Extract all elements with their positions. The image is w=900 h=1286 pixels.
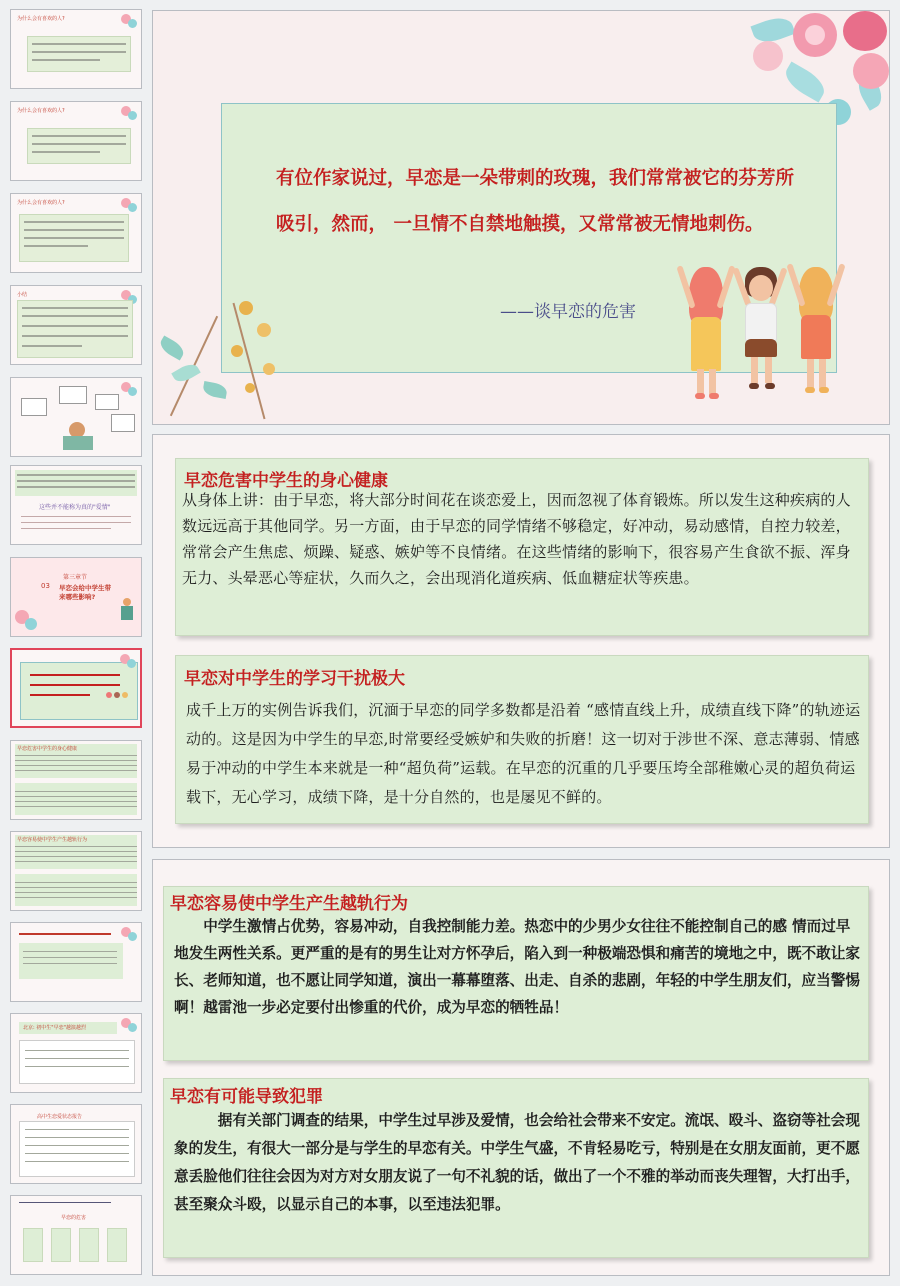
card-study <box>175 655 869 824</box>
flower-decoration-icon <box>116 652 138 670</box>
thumbnail-text-box <box>17 300 133 358</box>
thumbnail-chapter: 第三章节 <box>63 574 88 581</box>
card-title: 早恋有可能导致犯罪 <box>170 1087 323 1107</box>
slide-thumbnail-panel <box>0 0 150 1286</box>
card-title: 早恋容易使中学生产生越轨行为 <box>170 894 408 914</box>
thumbnail-title: 为什么会有喜欢的人? <box>17 200 65 206</box>
thumbnail-text-box <box>19 214 129 262</box>
thumbnail-title: 早恋的危害 <box>61 1215 87 1221</box>
slide-quote[interactable] <box>152 10 890 425</box>
thumbnail-title: 早恋危害中学生的身心健康 <box>17 746 78 752</box>
slide-thumbnail-9[interactable] <box>10 740 142 820</box>
slide-thumbnail-4[interactable] <box>10 285 142 365</box>
slide-thumbnail-13[interactable] <box>10 1104 142 1184</box>
thumbnail-title: 高中生恋爱状态报告 <box>37 1114 83 1120</box>
flower-decoration-icon <box>117 1016 139 1034</box>
card-body: 从身体上讲：由于早恋，将大部分时间花在谈恋爱上，因而忽视了体育锻炼。所以发生这种疾病的人数远远高于其他同学。另一方面，由于早恋的同学情绪不够稳定，好冲动，易动感情，自控力较差，常常会产生焦虑、烦躁、疑惑、嫉妒等不良情绪。在这些情绪的影响下，很容易产生食欲不振、浑身无力、头晕恶心等症状，久而久之，会出现消化道疾病、低血糖症状等疾患。 <box>182 491 851 587</box>
thumbnail-chapter-number: 03 <box>41 582 50 590</box>
slide-thumbnail-6[interactable] <box>10 465 142 545</box>
slide-thumbnail-8-active[interactable] <box>10 648 142 728</box>
flower-decoration-icon <box>13 606 43 636</box>
slide-thumbnail-1[interactable] <box>10 9 142 89</box>
card-body: 据有关部门调查的结果，中学生过早涉及爱情，也会给社会带来不安定。流氓、殴斗、盗窃等社会现象的发生，有很大一部分是与学生的早恋有关。中学生气盛，不肯轻易吃亏，特别是在女朋友面前，更不愿意丢脸他们往往会因为对方对女朋友说了一句不礼貌的话，做出了一个不雅的举动而丧失理智，大打出手，甚至聚众斗殴，以显示自己的本事，以至违法犯罪。 <box>174 1112 860 1213</box>
slide-thumbnail-11[interactable] <box>10 922 142 1002</box>
thumbnail-text-box <box>27 128 131 164</box>
flower-decoration-icon <box>117 12 139 30</box>
slide-thumbnail-7[interactable] <box>10 557 142 637</box>
card-title: 早恋对中学生的学习干扰极大 <box>184 669 405 689</box>
slide-behavior-and-crime[interactable] <box>152 859 890 1276</box>
flower-decoration-icon <box>117 104 139 122</box>
flower-decoration-icon <box>117 380 139 398</box>
slide-thumbnail-5[interactable] <box>10 377 142 457</box>
thumbnail-title: 北京: 初中生"早恋"越演越烈 <box>23 1025 86 1031</box>
slide-thumbnail-3[interactable] <box>10 193 142 273</box>
card-health <box>175 458 869 636</box>
quote-text: 有位作家说过，早恋是一朵带刺的玫瑰，我们常常被它的芬芳所吸引，然而， 一旦情不自禁地触摸，又常常被无情地刺伤。 <box>276 168 795 235</box>
flower-decoration-icon <box>117 196 139 214</box>
thumbnail-title: 早恋容易使中学生产生越轨行为 <box>17 837 88 843</box>
thumbnail-title: 这些并不能称为真的"爱情" <box>39 504 111 511</box>
card-body: 成千上万的实例告诉我们，沉湎于早恋的同学多数都是沿着 “感情直线上升，成绩直线下降”的轨迹运动的。这是因为中学生的早恋,时常要经受嫉妒和失败的折磨！这一切对于涉世不深、意志薄弱、情感易于冲动的中学生本来就是一种“超负荷”运载。在早恋的沉重的几乎要压垮全部稚嫩心灵的超负荷运载下，无心学习，成绩下降，是十分自然的，也是屡见不鲜的。 <box>186 701 861 806</box>
quote-source: ——谈早恋的危害 <box>500 302 636 322</box>
card-misconduct <box>163 886 869 1061</box>
slide-thumbnail-14[interactable] <box>10 1195 142 1275</box>
slide-thumbnail-2[interactable] <box>10 101 142 181</box>
card-body: 中学生激情占优势，容易冲动，自我控制能力差。热恋中的少男少女往往不能控制自己的感 情而过早地发生两性关系。更严重的是有的男生让对方怀孕后，陷入到一种极端恐惧和痛苦的境地之中，既不敢让家长、老师知道，也不愿让同学知道，演出一幕幕堕落、出走、自杀的悲剧，年轻的中学生朋友们，应当警惕啊！越雷池一步必定要付出惨重的代价，成为早恋的牺牲品！ <box>174 918 860 1016</box>
card-crime <box>163 1078 869 1258</box>
thumbnail-title: 为什么会有喜欢的人? <box>17 108 65 114</box>
slide-health-and-study[interactable] <box>152 434 890 848</box>
thumbnail-title: 小结 <box>17 292 28 298</box>
slide-thumbnail-10[interactable] <box>10 831 142 911</box>
thumbnail-heading: 早恋会给中学生带来哪些影响? <box>59 584 111 601</box>
thumbnail-text-box <box>27 36 131 72</box>
flower-decoration-icon <box>117 925 139 943</box>
thumbnail-title: 为什么会有喜欢的人? <box>17 16 65 22</box>
card-title: 早恋危害中学生的身心健康 <box>184 471 388 491</box>
slide-thumbnail-12[interactable] <box>10 1013 142 1093</box>
